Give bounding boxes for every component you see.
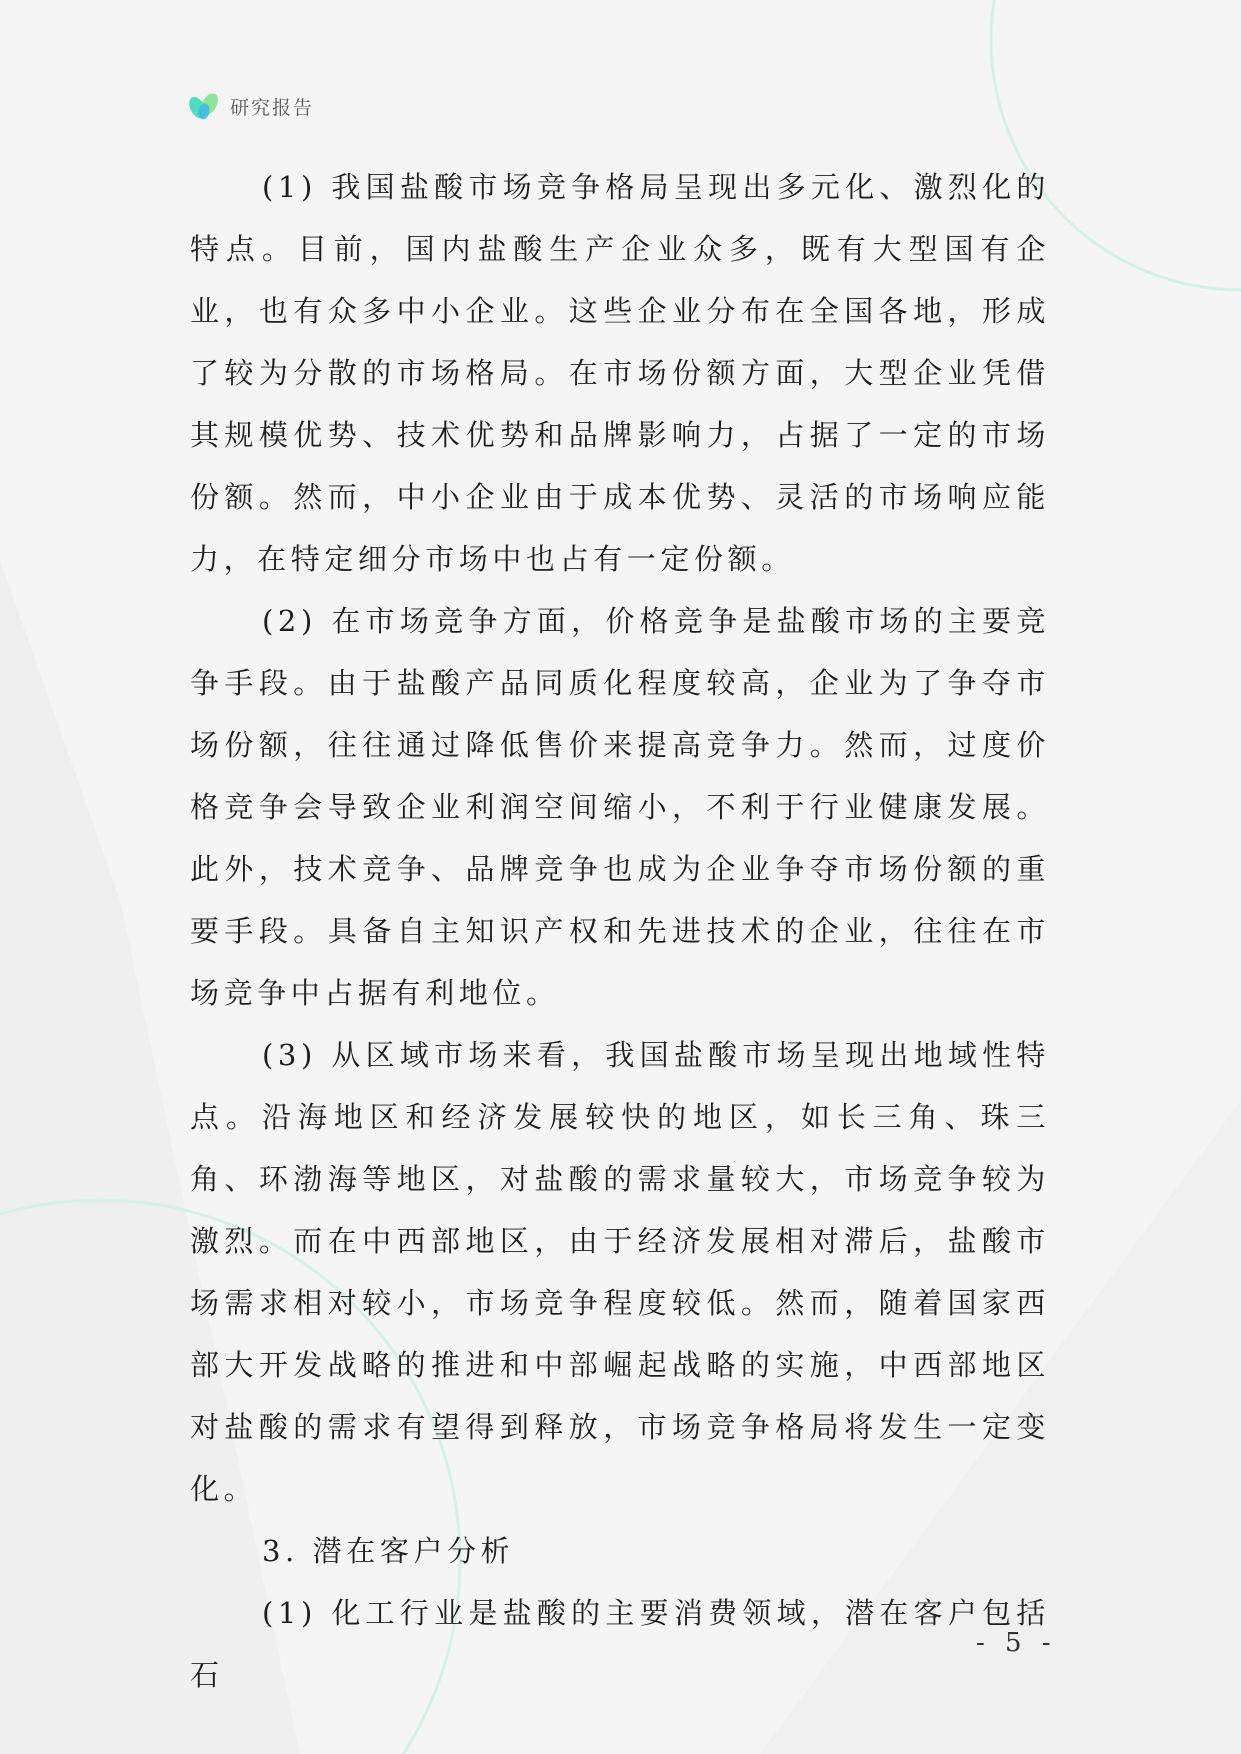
report-header — [186, 88, 314, 124]
page-number: - 5 - — [976, 1628, 1057, 1658]
page-body — [190, 156, 1050, 1706]
section-heading: 3. 潜在客户分析 — [262, 1534, 515, 1568]
paragraph-2: (2) 在市场竞争方面，价格竞争是盐酸市场的主要竞争手段。由于盐酸产品同质化程度较高，企业为了争夺市场份额，往往通过降低售价来提高竞争力。然而，过度价格竞争会导致企业利润空间缩小，不利于行业健康发展。此外，技术竞争、品牌竞争也成为企业争夺市场份额的重要手段。具备自主知识产权和先进技术的企业，往往在市场竞争中占据有利地位。 — [190, 604, 1050, 1010]
paragraph-1: (1) 我国盐酸市场竞争格局呈现出多元化、激烈化的特点。目前，国内盐酸生产企业众多，既有大型国有企业，也有众多中小企业。这些企业分布在全国各地，形成了较为分散的市场格局。在市场份额方面，大型企业凭借其规模优势、技术优势和品牌影响力，占据了一定的市场份额。然而，中小企业由于成本优势、灵活的市场响应能力，在特定细分市场中也占有一定份额。 — [190, 170, 1050, 576]
header-title: 研究报告 — [230, 96, 315, 119]
paragraph-3: (3) 从区域市场来看，我国盐酸市场呈现出地域性特点。沿海地区和经济发展较快的地区，如长三角、珠三角、环渤海等地区，对盐酸的需求量较大，市场竞争较为激烈。而在中西部地区，由于经济发展相对滞后，盐酸市场需求相对较小，市场竞争程度较低。然而，随着国家西部大开发战略的推进和中部崛起战略的实施，中西部地区对盐酸的需求有望得到释放，市场竞争格局将发生一定变化。 — [190, 1038, 1050, 1506]
paragraph-4: (1) 化工行业是盐酸的主要消费领域，潜在客户包括石 — [190, 1596, 1050, 1692]
leaves-logo-icon — [186, 88, 222, 124]
